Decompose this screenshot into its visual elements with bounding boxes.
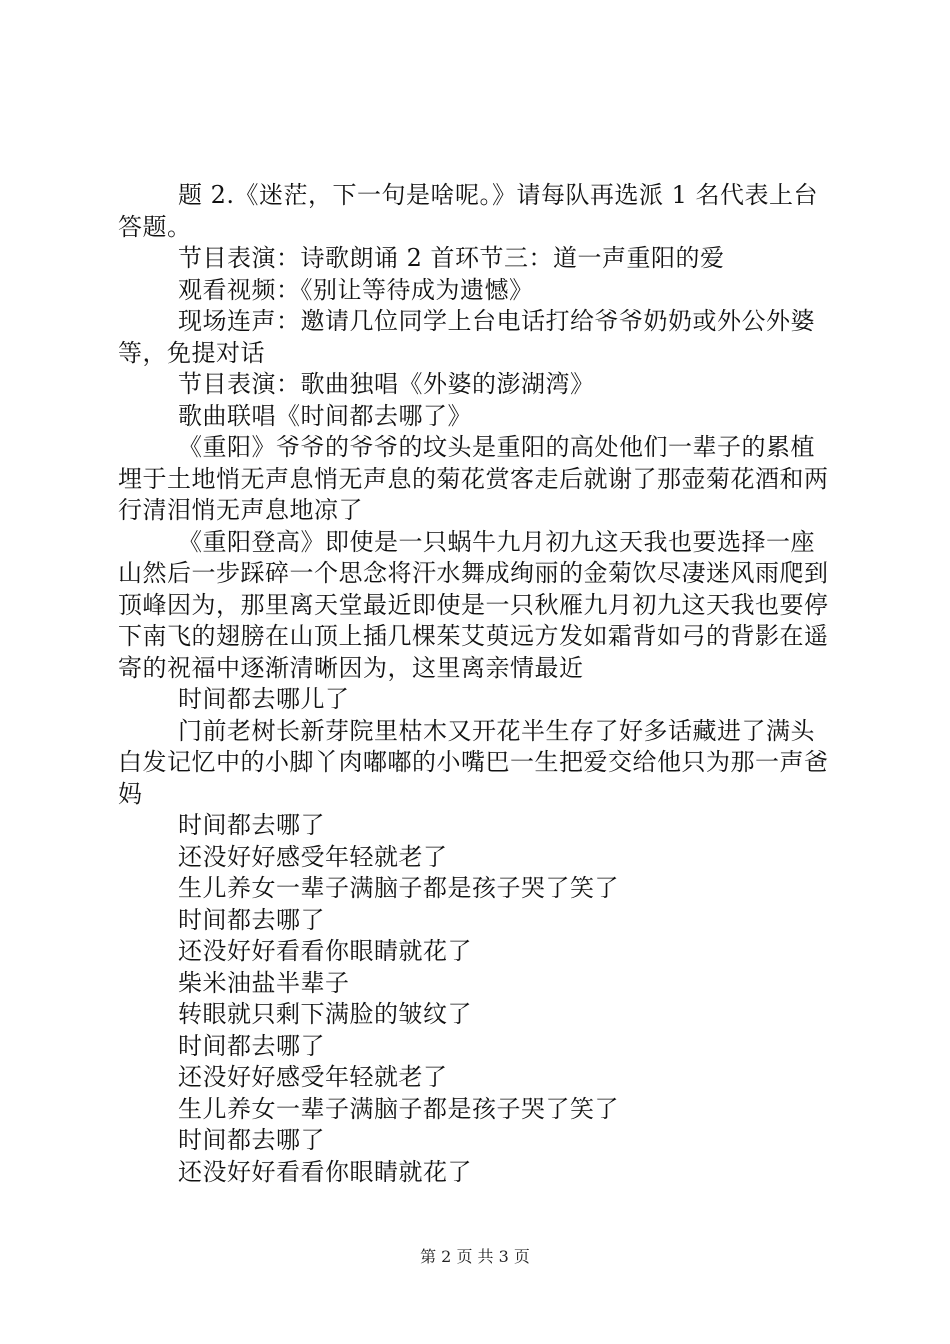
paragraph: 现场连声：邀请几位同学上台电话打给爷爷奶奶或外公外婆等，免提对话: [118, 307, 815, 367]
lyric-line: 转眼就只剩下满脸的皱纹了: [178, 1000, 472, 1028]
lyric-line: 时间都去哪了: [178, 1031, 325, 1060]
paragraph: 节目表演：诗歌朗诵 2 首环节三：道一声重阳的爱: [178, 244, 725, 272]
lyric-line: 时间都去哪了: [178, 905, 325, 934]
document-body: [118, 180, 838, 1188]
paragraph: 时间都去哪儿了: [178, 685, 350, 713]
paragraph: 歌曲联唱《时间都去哪了》: [178, 401, 472, 430]
lyric-line: 还没好好看看你眼睛就花了: [178, 937, 472, 965]
lyric-line: 生儿养女一辈子满脑子都是孩子哭了笑了: [178, 1094, 619, 1123]
lyric-line: 还没好好感受年轻就老了: [178, 1063, 448, 1091]
lyric-line: 还没好好感受年轻就老了: [178, 842, 448, 871]
lyric-line: 柴米油盐半辈子: [178, 968, 350, 997]
paragraph: 节目表演：歌曲独唱《外婆的澎湖湾》: [178, 370, 595, 398]
paragraph: 观看视频：《别让等待成为遗憾》: [178, 275, 534, 304]
paragraph: 《重阳》爷爷的爷爷的坟头是重阳的高处他们一辈子的累植埋于土地悄无声息悄无声息的菊花赏客走后就谢了那壶菊花酒和两行清泪悄无声息地凉了: [118, 433, 829, 524]
lyric-line: 时间都去哪了: [178, 1126, 325, 1154]
paragraph: 《重阳登高》即使是一只蜗牛九月初九这天我也要选择一座山然后一步踩碎一个思念将汗水舞成绚丽的金菊饮尽凄迷风雨爬到顶峰因为，那里离天堂最近即使是一只秋雁九月初九这天我也要停下南飞的翅膀在山顶上插几棵茱艾萸远方发如霜背如弓的背影在遥寄的祝福中逐渐清晰因为，这里离亲情最近: [118, 527, 829, 682]
lyric-line: 生儿养女一辈子满脑子都是孩子哭了笑了: [178, 874, 619, 902]
paragraph: 题 2.《迷茫，下一句是啥呢。》请每队再选派 1 名代表上台答题。: [118, 181, 819, 241]
lyric-line: 时间都去哪了: [178, 811, 325, 839]
lyric-line: 还没好好看看你眼睛就花了: [178, 1157, 472, 1186]
paragraph: 门前老树长新芽院里枯木又开花半生存了好多话藏进了满头白发记忆中的小脚丫肉嘟嘟的小嘴巴一生把爱交给他只为那一声爸妈: [118, 716, 829, 808]
page-number-footer: 第 2 页 共 3 页: [420, 1247, 530, 1266]
